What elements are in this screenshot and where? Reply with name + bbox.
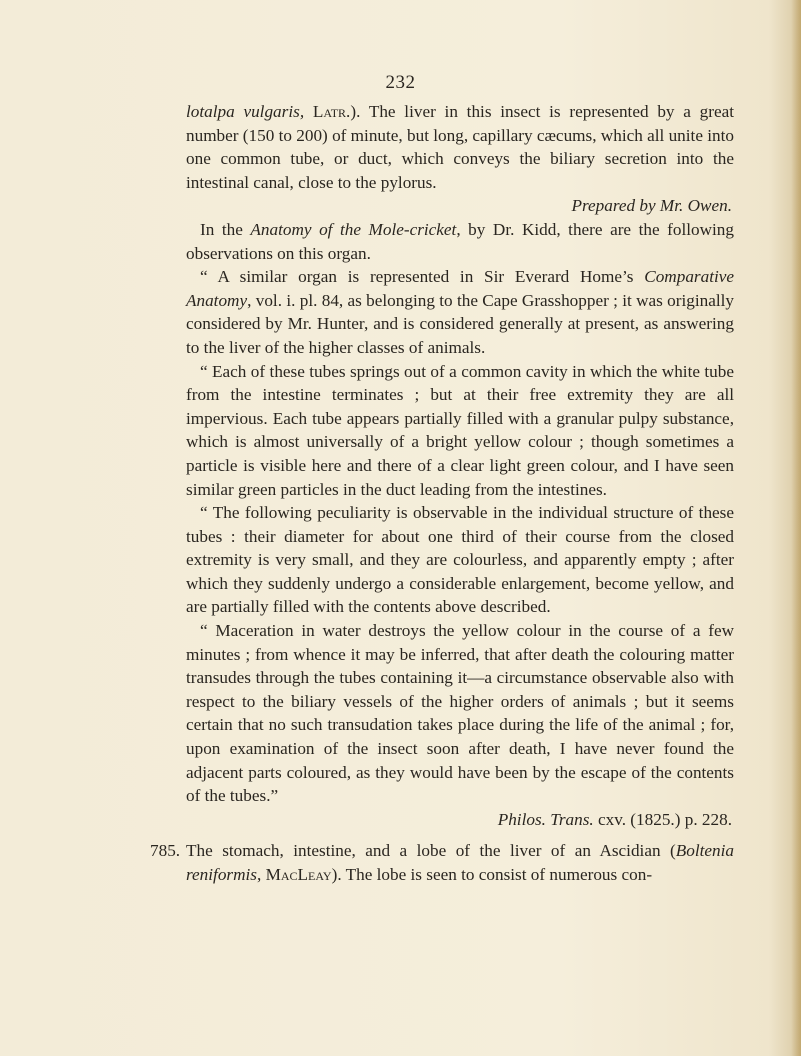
preparer-credit xyxy=(186,194,734,218)
text-segment: lotalpa vulgaris xyxy=(186,102,300,121)
quote-paragraph-3 xyxy=(186,501,734,619)
text-segment: , xyxy=(299,102,313,121)
text-segment: cxv. (1825.) p. 228. xyxy=(593,809,732,829)
text-segment: Boltenia reniformis xyxy=(186,841,734,884)
text-segment: , by Dr. Kidd, there are the following observations on this organ. xyxy=(186,219,734,263)
page-body xyxy=(150,100,735,887)
citation xyxy=(186,808,734,832)
text-segment: , vol. i. pl. 84, as belonging to the Cape Grasshopper ; it was originally considered by Mr. Hunter, and is considered generally at present, as answering to the liver of the higher classes of animals. xyxy=(186,290,734,357)
text-segment: Latr. xyxy=(312,102,351,121)
entry-description xyxy=(186,839,734,886)
page-edge-shadow xyxy=(791,0,801,1056)
text-segment: “ Each of these tubes springs out of a common cavity in which the white tube from the intestine terminates ; but at their free extremity they are all impervious. Each tube appears partially filled with a granular pulpy substance, which is almost universally of a bright yellow colour ; though sometimes a particle is visible here and there of a clear light green colour, and I have seen similar green particles in the duct leading from the intestines. xyxy=(186,361,734,499)
text-segment: “ The following peculiarity is observable in the individual structure of these tubes : their diameter for about one third of their course from the closed extremity is very small, and they are colourless, and apparently empty ; after which they suddenly undergo a considerable enlargement, become yellow, and are partially filled with the contents above described. xyxy=(186,503,734,617)
text-segment: MacLeay xyxy=(265,865,332,884)
text-segment: Philos. Trans. xyxy=(497,809,594,829)
text-segment: “ A similar organ is represented in Sir Everard Home’s xyxy=(200,267,645,287)
catalogue-entry xyxy=(150,839,734,886)
text-segment: The stomach, intestine, and a lobe of the liver of an Ascidian ( xyxy=(186,841,676,861)
quote-paragraph-4 xyxy=(186,619,734,808)
quote-paragraph-1 xyxy=(186,265,734,359)
paragraph-liver-description xyxy=(186,100,734,194)
quote-paragraph-2 xyxy=(186,360,734,502)
text-segment: ). The lobe is seen to consist of numerous con- xyxy=(331,865,653,884)
text-segment: “ Maceration in water destroys the yellow colour in the course of a few minutes ; from whence it may be inferred, that after death the colouring matter transudes through the tubes containing it—a circumstance observable also with respect to the biliary vessels of the higher orders of animals ; but it seems certain that no such transudation takes place during the life of the animal ; for, upon examination of the insect soon after death, I have never found the adjacent parts coloured, as they would have been by the escape of the contents of the tubes.” xyxy=(186,621,734,806)
text-segment: Anatomy of the Mole-cricket xyxy=(250,219,457,239)
text-segment: Prepared by Mr. Owen. xyxy=(571,196,732,216)
text-segment: ). The liver in this insect is represented by a great number (150 to 200) of minute, but long, capillary cæcums, which all unite into one common tube, or duct, which conveys the biliary secretion into the intestinal canal, close to the pylorus. xyxy=(186,102,735,192)
entry-number: 785. xyxy=(150,841,181,861)
page-number: 232 xyxy=(385,72,416,93)
text-segment: Comparative Anatomy xyxy=(186,267,734,310)
text-segment: , xyxy=(256,865,266,884)
text-segment: In the xyxy=(200,219,251,239)
paragraph-kidd-intro xyxy=(186,218,734,265)
